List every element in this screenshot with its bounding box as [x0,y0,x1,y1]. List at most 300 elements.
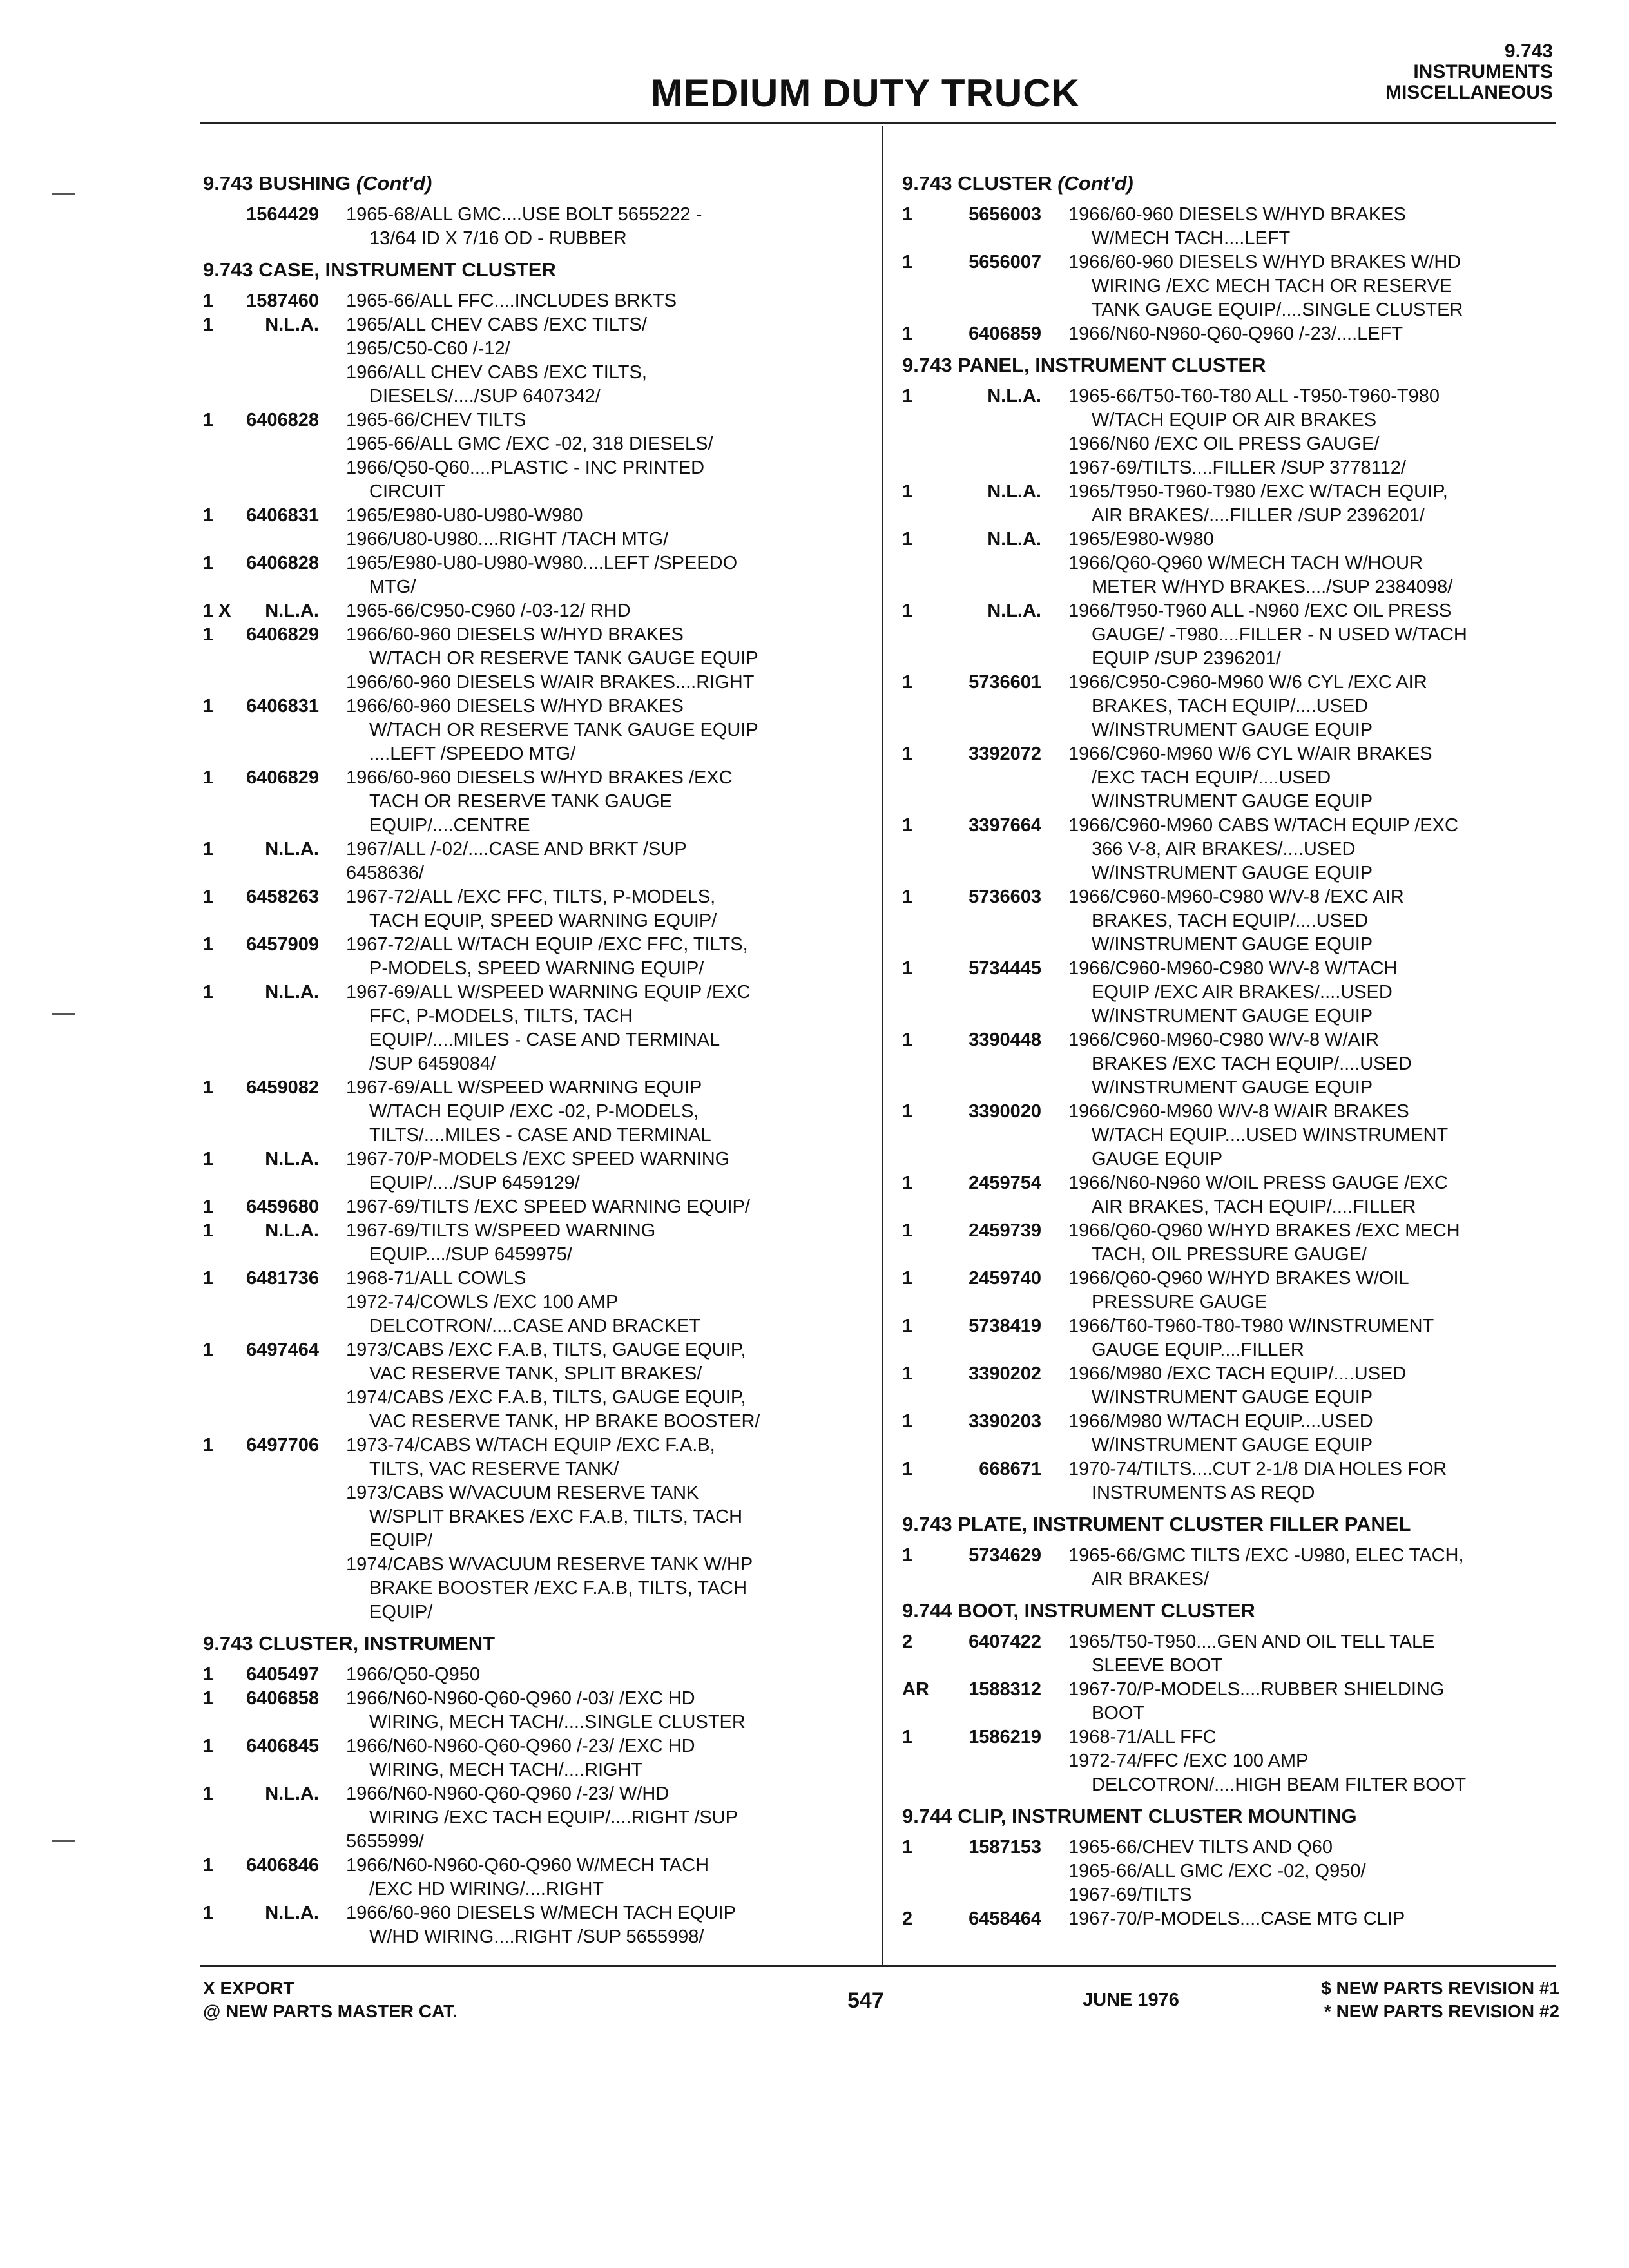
part-number: 6406846 [246,1855,319,1876]
part-number: 6481736 [246,1268,319,1289]
part-description [346,1663,810,1687]
description-line: BRAKES, TACH EQUIP/....USED [1092,696,1369,716]
continued-label: (Cont'd) [356,172,432,195]
part-description [346,1267,810,1338]
part-row [902,1678,1559,1725]
header-rule [200,122,1556,124]
description-line: TILTS, VAC RESERVE TANK/ [369,1459,619,1479]
description-line: W/INSTRUMENT GAUGE EQUIP [1092,1435,1373,1456]
description-line: W/MECH TACH....LEFT [1092,228,1291,249]
part-number: 6406828 [246,553,319,573]
description-line: CIRCUIT [369,481,445,502]
description-line: 1968-71/ALL COWLS [346,1268,526,1289]
part-row [203,885,860,933]
description-line: 1967-69/ALL W/SPEED WARNING EQUIP [346,1077,702,1098]
description-line: 1967-69/TILTS [1068,1885,1192,1905]
part-number: 6406859 [969,323,1041,344]
description-line: PRESSURE GAUGE [1092,1292,1268,1312]
part-quantity: 1 [203,314,214,335]
section-heading [902,171,1559,197]
description-line: 1966/N60-N960-Q60-Q960 /-23/ /EXC HD [346,1736,695,1756]
part-quantity: 1 [203,1688,214,1709]
part-description [346,203,810,251]
part-quantity: 1 [203,1435,214,1456]
section-heading [902,1598,1559,1624]
part-quantity: 1 [203,1903,214,1923]
part-description [1068,1314,1558,1362]
part-description [346,1901,810,1949]
description-line: WIRING, MECH TACH/....SINGLE CLUSTER [369,1712,746,1733]
part-row [203,838,860,885]
part-number: 668671 [979,1459,1041,1479]
description-line: 1966/Q60-Q960 W/HYD BRAKES W/OIL [1068,1268,1409,1289]
description-line: GAUGE/ -T980....FILLER - N USED W/TACH [1092,624,1467,645]
part-number: 3397664 [969,815,1041,836]
catalog-section [902,1512,1559,1591]
left-column [203,164,860,1949]
part-description [1068,814,1558,885]
description-line: 13/64 ID X 7/16 OD - RUBBER [369,228,627,249]
part-row [902,1314,1559,1362]
part-number: 5656007 [969,252,1041,273]
part-row [902,957,1559,1028]
part-row [203,1434,860,1624]
part-quantity: 1 [203,1340,214,1360]
catalog-section [902,171,1559,346]
description-line: 1974/CABS W/VACUUM RESERVE TANK W/HP [346,1554,753,1575]
part-quantity: 1 [902,744,913,764]
description-line: 1966/C960-M960-C980 W/V-8 W/AIR [1068,1030,1379,1050]
description-line: 1974/CABS /EXC F.A.B, TILTS, GAUGE EQUIP, [346,1387,746,1408]
margin-tick [52,1013,75,1015]
part-description [346,1076,810,1148]
page-header [200,32,1563,119]
part-row [203,1219,860,1267]
part-quantity: 1 [203,1220,214,1241]
description-line: BRAKES /EXC TACH EQUIP/....USED [1092,1053,1412,1074]
description-line: 1965/E980-U80-U980-W980 [346,505,583,526]
part-description [1068,1267,1558,1314]
part-description [346,313,810,408]
part-quantity: 1 [902,887,913,907]
part-description [346,1735,810,1782]
part-quantity: 1 [203,982,214,1003]
description-line: 6458636/ [346,863,424,883]
part-quantity: 1 [902,1030,913,1050]
description-line: 1965-66/CHEV TILTS AND Q60 [1068,1837,1333,1858]
description-line: 1967-69/TILTS W/SPEED WARNING [346,1220,656,1241]
part-row [902,1630,1559,1678]
part-number: 6407422 [969,1631,1041,1652]
part-description [1068,1630,1558,1678]
part-quantity: 1 [203,1268,214,1289]
part-number: N.L.A. [265,601,319,621]
description-line: W/INSTRUMENT GAUGE EQUIP [1092,720,1373,740]
part-number: N.L.A. [987,601,1041,621]
description-line: BRAKES, TACH EQUIP/....USED [1092,910,1369,931]
description-line: WIRING /EXC MECH TACH OR RESERVE [1092,276,1452,296]
part-row [203,504,860,552]
description-line: 5655999/ [346,1831,424,1852]
description-line: 1967-69/ALL W/SPEED WARNING EQUIP /EXC [346,982,751,1003]
footer-notes [203,1977,458,2023]
description-line: DELCOTRON/....HIGH BEAM FILTER BOOT [1092,1774,1467,1795]
description-line: 1966/C960-M960 CABS W/TACH EQUIP /EXC [1068,815,1458,836]
part-number: 6406831 [246,505,319,526]
part-row [902,599,1559,671]
part-number: N.L.A. [265,1220,319,1241]
column-divider [882,126,883,1965]
section-heading [203,257,860,283]
part-description [346,1854,810,1901]
part-row [203,1735,860,1782]
part-row [902,1836,1559,1907]
part-quantity: 1 [203,505,214,526]
part-description [1068,1836,1558,1907]
part-quantity: 1 [203,553,214,573]
part-description [346,1687,810,1735]
description-line: 1967-70/P-MODELS....CASE MTG CLIP [1068,1908,1405,1929]
section-name-line1: INSTRUMENTS [1413,61,1553,82]
part-number: N.L.A. [265,314,319,335]
section-title: BUSHING [258,172,351,195]
part-row [902,1219,1559,1267]
description-line: 1965-66/C950-C960 /-03-12/ RHD [346,601,631,621]
part-number: 6406858 [246,1688,319,1709]
part-quantity: 1 [902,1316,913,1336]
section-heading [203,1631,860,1657]
part-description [346,885,810,933]
part-row [902,1457,1559,1505]
description-line: W/INSTRUMENT GAUGE EQUIP [1092,1387,1373,1408]
description-line: 1965/E980-W980 [1068,529,1214,550]
part-description [1068,480,1558,528]
part-quantity: 1 [902,958,913,979]
description-line: 1966/N60-N960-Q60-Q960 /-03/ /EXC HD [346,1688,695,1709]
description-line: WIRING /EXC TACH EQUIP/....RIGHT /SUP [369,1807,738,1828]
part-row [902,203,1559,251]
description-line: TILTS/....MILES - CASE AND TERMINAL [369,1125,711,1146]
part-row [203,1267,860,1338]
description-line: DIESELS/..../SUP 6407342/ [369,386,601,407]
description-line: 1966/60-960 DIESELS W/HYD BRAKES W/HD [1068,252,1461,273]
part-quantity: 1 [203,887,214,907]
part-number: N.L.A. [987,529,1041,550]
description-line: 366 V-8, AIR BRAKES/....USED [1092,839,1356,860]
description-line: 1966/C960-M960 W/V-8 W/AIR BRAKES [1068,1101,1409,1122]
description-line: 1965-66/GMC TILTS /EXC -U980, ELEC TACH, [1068,1545,1464,1566]
part-description [1068,885,1558,957]
description-line: 1966/M980 W/TACH EQUIP....USED [1068,1411,1373,1432]
part-description [346,623,810,695]
section-label [1385,41,1553,103]
part-description [1068,1219,1558,1267]
description-line: /EXC TACH EQUIP/....USED [1092,767,1331,788]
part-quantity: 1 [203,1664,214,1685]
export-note: X EXPORT [203,1978,294,1998]
description-line: 1966/N60 /EXC OIL PRESS GAUGE/ [1068,434,1380,454]
description-line: 1966/C960-M960 W/6 CYL W/AIR BRAKES [1068,744,1432,764]
part-row [902,1410,1559,1457]
section-title: BOOT, INSTRUMENT CLUSTER [958,1599,1255,1622]
description-line: W/TACH EQUIP....USED W/INSTRUMENT [1092,1125,1449,1146]
description-line: /SUP 6459084/ [369,1053,496,1074]
part-quantity: 1 [902,1545,913,1566]
catalog-section [902,352,1559,1505]
description-line: P-MODELS, SPEED WARNING EQUIP/ [369,958,704,979]
description-line: TANK GAUGE EQUIP/....SINGLE CLUSTER [1092,300,1463,320]
description-line: 1966/C950-C960-M960 W/6 CYL /EXC AIR [1068,672,1427,693]
description-line: DELCOTRON/....CASE AND BRACKET [369,1316,701,1336]
part-number: 3392072 [969,744,1041,764]
part-description [1068,1678,1558,1725]
part-description [346,1148,810,1195]
section-heading [902,352,1559,378]
part-quantity: 1 [902,1220,913,1241]
revision-note-1: $ NEW PARTS REVISION #1 [1321,1978,1559,1998]
part-number: 5738419 [969,1316,1041,1336]
description-line: 1968-71/ALL FFC [1068,1727,1217,1747]
revision-notes [1321,1977,1559,2023]
part-row [203,695,860,766]
description-line: 1965-68/ALL GMC....USE BOLT 5655222 - [346,204,702,225]
description-line: EQUIP/....CENTRE [369,815,530,836]
footer-rule [200,1965,1556,1967]
master-note: @ NEW PARTS MASTER CAT. [203,2001,458,2021]
part-number: 6459082 [246,1077,319,1098]
description-line: W/TACH OR RESERVE TANK GAUGE EQUIP [369,648,758,669]
description-line: 1966/T950-T960 ALL -N960 /EXC OIL PRESS [1068,601,1452,621]
part-number: 1586219 [969,1727,1041,1747]
section-heading [902,1803,1559,1829]
section-title: CLUSTER [958,172,1052,195]
description-line: AIR BRAKES/....FILLER /SUP 2396201/ [1092,505,1425,526]
part-quantity: 1 [203,1196,214,1217]
page-number: 547 [847,1988,884,2013]
description-line: 1967-70/P-MODELS....RUBBER SHIELDING [1068,1679,1445,1700]
part-description [346,504,810,552]
description-line: BRAKE BOOSTER /EXC F.A.B, TILTS, TACH [369,1578,747,1599]
part-number: N.L.A. [265,982,319,1003]
description-line: 1966/60-960 DIESELS W/HYD BRAKES [346,624,684,645]
part-quantity: 1 [203,1855,214,1876]
part-quantity: 1 [902,323,913,344]
page-footer [203,1977,1559,2028]
description-line: 1965-66/ALL GMC /EXC -02, 318 DIESELS/ [346,434,713,454]
description-line: 1973/CABS /EXC F.A.B, TILTS, GAUGE EQUIP, [346,1340,746,1360]
part-number: 5736603 [969,887,1041,907]
part-description [346,838,810,885]
part-quantity: 1 [902,601,913,621]
part-description [1068,251,1558,322]
description-line: 1966/N60-N960-Q60-Q960 W/MECH TACH [346,1855,709,1876]
part-number: 6497464 [246,1340,319,1360]
catalog-section [902,1598,1559,1797]
part-number: 2459754 [969,1173,1041,1193]
description-line: 1965-66/T50-T60-T80 ALL -T950-T960-T980 [1068,386,1440,407]
description-line: 1966/T60-T960-T80-T980 W/INSTRUMENT [1068,1316,1434,1336]
section-heading [203,171,860,197]
section-code: 9.743 [902,354,952,376]
part-row [902,885,1559,957]
description-line: 1965-66/CHEV TILTS [346,410,526,430]
part-description [346,289,810,313]
description-line: TACH, OIL PRESSURE GAUGE/ [1092,1244,1367,1265]
part-row [902,1907,1559,1931]
part-description [1068,1028,1558,1100]
part-number: 6459680 [246,1196,319,1217]
description-line: ....LEFT /SPEEDO MTG/ [369,744,576,764]
description-line: 1966/ALL CHEV CABS /EXC TILTS, [346,362,647,383]
part-number: 3390448 [969,1030,1041,1050]
part-description [1068,322,1558,346]
part-row [203,1854,860,1901]
part-quantity: 1 [902,1173,913,1193]
part-description [1068,528,1558,599]
section-code: 9.743 [203,1632,253,1655]
part-row [902,814,1559,885]
part-quantity: 1 [203,696,214,716]
section-title: PLATE, INSTRUMENT CLUSTER FILLER PANEL [958,1513,1411,1535]
catalog-section [203,171,860,251]
part-description [346,599,810,623]
part-row [203,1782,860,1854]
catalog-section [902,1803,1559,1931]
part-number: 5656003 [969,204,1041,225]
part-description [346,1782,810,1854]
description-line: 1966/Q60-Q960 W/MECH TACH W/HOUR [1068,553,1423,573]
section-title: CLUSTER, INSTRUMENT [258,1632,496,1655]
description-line: 1972-74/COWLS /EXC 100 AMP [346,1292,619,1312]
part-quantity: 1 [203,934,214,955]
part-row [902,671,1559,742]
part-description [1068,1410,1558,1457]
description-line: 1966/N60-N960-Q60-Q960 /-23/ W/HD [346,1783,670,1804]
description-line: 1966/U80-U980....RIGHT /TACH MTG/ [346,529,669,550]
section-title: PANEL, INSTRUMENT CLUSTER [958,354,1266,376]
section-number: 9.743 [1504,41,1553,62]
part-row [203,1338,860,1434]
description-line: W/TACH EQUIP /EXC -02, P-MODELS, [369,1101,699,1122]
description-line: EQUIP..../SUP 6459975/ [369,1244,572,1265]
part-row [902,1100,1559,1171]
part-quantity: 1 [902,815,913,836]
right-column [902,164,1559,1931]
description-line: 1966/C960-M960-C980 W/V-8 W/TACH [1068,958,1398,979]
part-quantity: AR [902,1679,929,1700]
part-quantity: 1 [203,1149,214,1169]
description-line: 1972-74/FFC /EXC 100 AMP [1068,1751,1309,1771]
part-description [1068,1362,1558,1410]
revision-note-2: * NEW PARTS REVISION #2 [1324,2001,1559,2021]
part-number: 5736601 [969,672,1041,693]
continued-label: (Cont'd) [1057,172,1133,195]
part-row [203,623,860,695]
part-number: 3390202 [969,1363,1041,1384]
description-line: 1967-72/ALL W/TACH EQUIP /EXC FFC, TILTS, [346,934,748,955]
part-quantity: 1 [902,1411,913,1432]
description-line: /EXC HD WIRING/....RIGHT [369,1879,604,1899]
part-description [346,766,810,838]
description-line: VAC RESERVE TANK, SPLIT BRAKES/ [369,1363,702,1384]
description-line: 1966/M980 /EXC TACH EQUIP/....USED [1068,1363,1407,1384]
part-number: 6406845 [246,1736,319,1756]
part-quantity: 1 [902,529,913,550]
part-number: N.L.A. [265,1149,319,1169]
part-row [203,1687,860,1735]
part-quantity: 1 [902,1727,913,1747]
catalog-section [203,1631,860,1949]
description-line: 1965/T50-T950....GEN AND OIL TELL TALE [1068,1631,1435,1652]
part-row [203,313,860,408]
description-line: 1966/60-960 DIESELS W/HYD BRAKES [346,696,684,716]
part-description [1068,1100,1558,1171]
description-line: 1966/60-960 DIESELS W/HYD BRAKES /EXC [346,767,733,788]
description-line: GAUGE EQUIP [1092,1149,1223,1169]
part-quantity: 1 [203,1077,214,1098]
section-title: CASE, INSTRUMENT CLUSTER [258,258,556,281]
part-quantity: 1 X [203,601,231,621]
part-number: N.L.A. [987,386,1041,407]
description-line: TACH EQUIP, SPEED WARNING EQUIP/ [369,910,717,931]
part-number: 5734629 [969,1545,1041,1566]
part-row [203,552,860,599]
part-row [203,599,860,623]
description-line: 1965/ALL CHEV CABS /EXC TILTS/ [346,314,647,335]
section-code: 9.744 [902,1599,952,1622]
description-line: 1966/Q60-Q960 W/HYD BRAKES /EXC MECH [1068,1220,1460,1241]
part-description [1068,671,1558,742]
description-line: VAC RESERVE TANK, HP BRAKE BOOSTER/ [369,1411,760,1432]
description-line: 1966/Q50-Q950 [346,1664,480,1685]
part-number: 6406831 [246,696,319,716]
part-row [902,1171,1559,1219]
part-quantity: 1 [203,1783,214,1804]
part-quantity: 1 [203,624,214,645]
part-description [1068,385,1558,480]
description-line: 1965/C50-C60 /-12/ [346,338,510,359]
description-line: 1966/N60-N960-Q60-Q960 /-23/....LEFT [1068,323,1403,344]
part-row [203,1901,860,1949]
part-description [346,933,810,981]
description-line: 1966/C960-M960-C980 W/V-8 /EXC AIR [1068,887,1404,907]
part-row [902,1267,1559,1314]
part-description [346,1195,810,1219]
part-row [203,1195,860,1219]
section-heading [902,1512,1559,1537]
part-row [902,480,1559,528]
description-line: EQUIP/..../SUP 6459129/ [369,1173,580,1193]
part-row [203,289,860,313]
part-description [346,552,810,599]
part-quantity: 1 [902,1363,913,1384]
section-code: 9.743 [203,172,253,195]
part-quantity: 1 [203,291,214,311]
part-row [203,981,860,1076]
description-line: 1965-66/ALL FFC....INCLUDES BRKTS [346,291,677,311]
part-row [902,251,1559,322]
part-description [1068,599,1558,671]
description-line: EQUIP /EXC AIR BRAKES/....USED [1092,982,1393,1003]
part-quantity: 1 [902,672,913,693]
part-quantity: 1 [902,1837,913,1858]
part-description [1068,742,1558,814]
part-row [203,766,860,838]
part-number: N.L.A. [265,1903,319,1923]
section-code: 9.743 [203,258,253,281]
description-line: W/INSTRUMENT GAUGE EQUIP [1092,791,1373,812]
description-line: W/SPLIT BRAKES /EXC F.A.B, TILTS, TACH [369,1506,743,1527]
